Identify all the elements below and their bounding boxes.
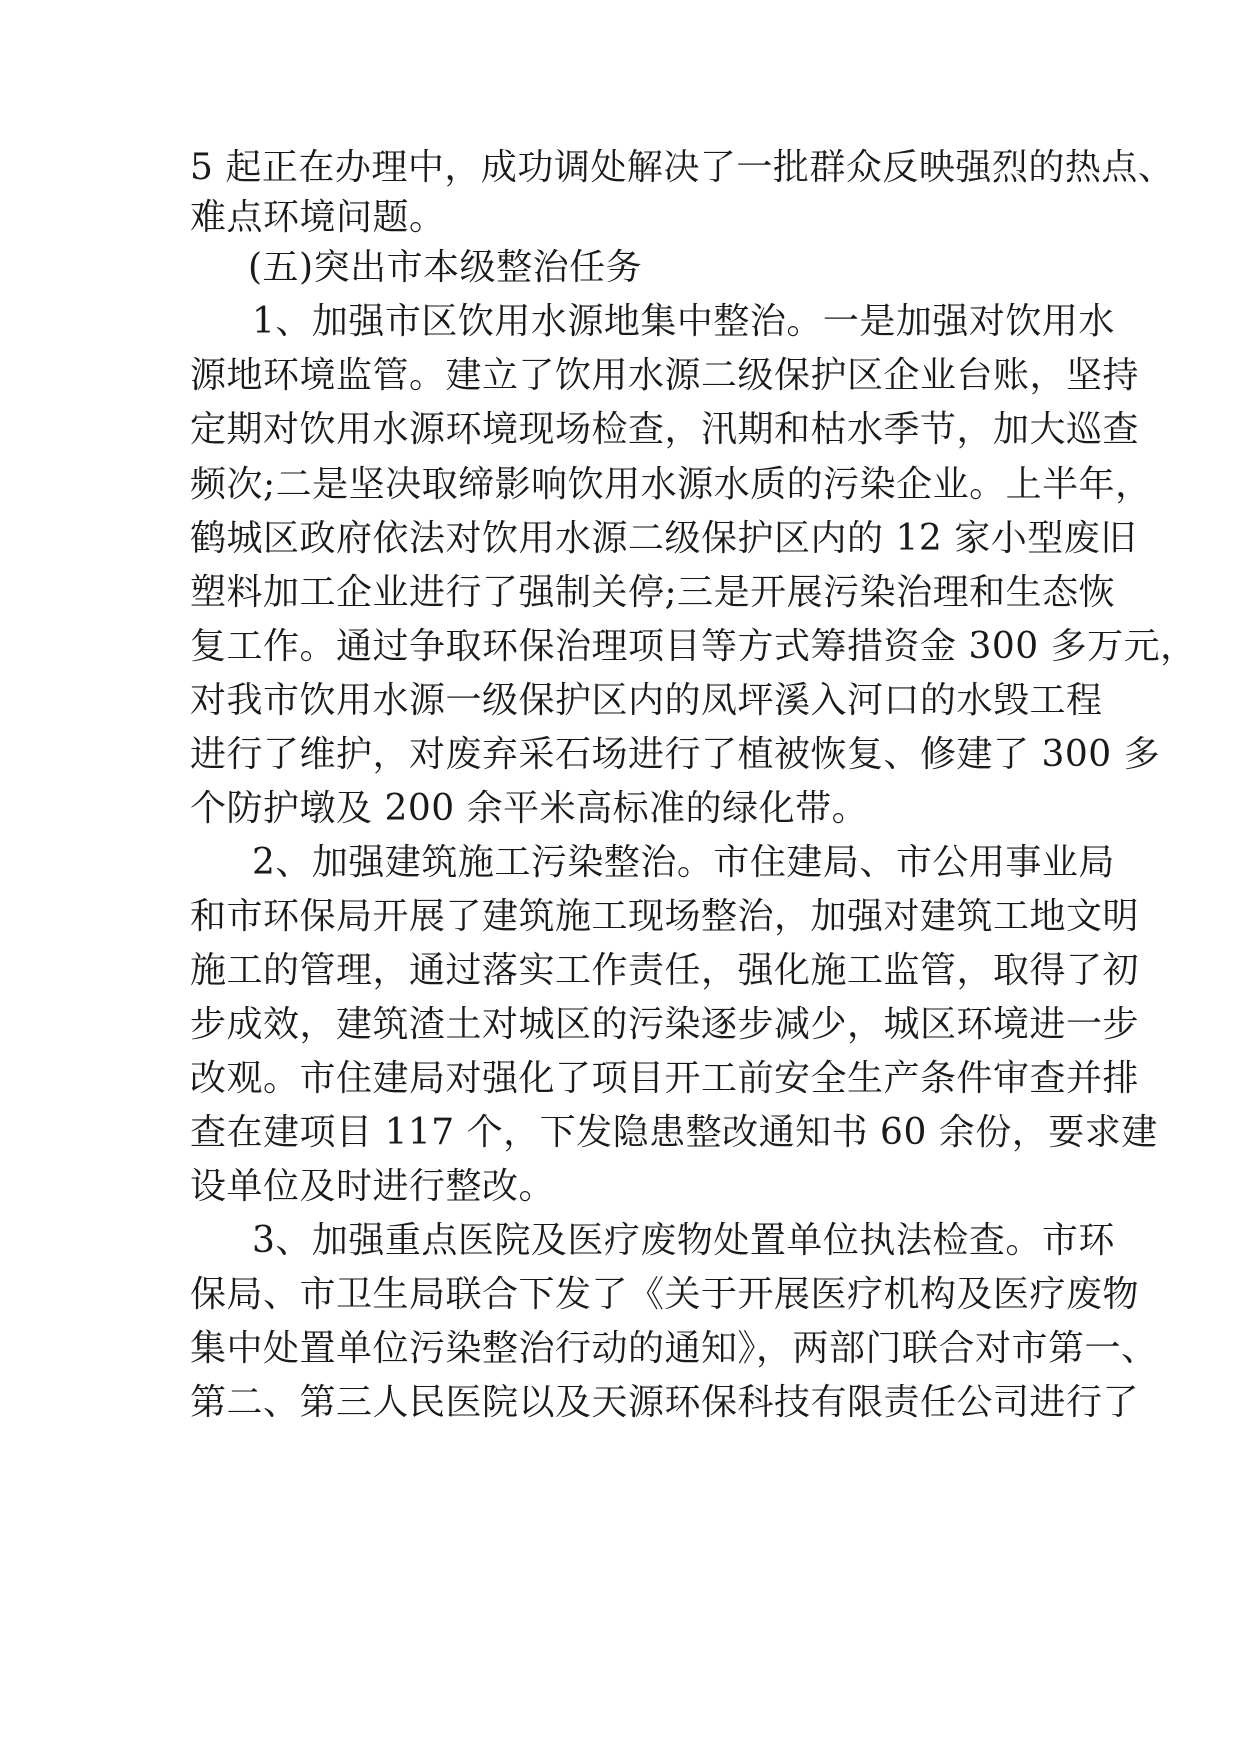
text-line-11: 对我市饮用水源一级保护区内的凤坪溪入河口的水毁工程 [190,680,1103,721]
text-line-16: 施工的管理，通过落实工作责任，强化施工监管，取得了初 [190,950,1140,991]
text-line-18: 改观。市住建局对强化了项目开工前安全生产条件审查并排 [190,1058,1140,1099]
text-line-1: 5 起正在办理中，成功调处解决了一批群众反映强烈的热点、 [190,147,1175,188]
text-line-23: 集中处置单位污染整治行动的通知》，两部门联合对市第一、 [190,1328,1158,1369]
text-line-24: 第二、第三人民医院以及天源环保科技有限责任公司进行了 [190,1382,1140,1423]
text-line-8: 鹤城区政府依法对饮用水源二级保护区内的 12 家小型废旧 [190,518,1137,559]
text-line-5: 源地环境监管。建立了饮用水源二级保护区企业台账，坚持 [190,355,1140,396]
text-line-6: 定期对饮用水源环境现场检查，汛期和枯水季节，加大巡查 [190,409,1140,450]
text-line-20: 设单位及时进行整改。 [190,1166,556,1207]
paragraph-2-first-line: 2、加强建筑施工污染整治。市住建局、市公用事业局 [252,842,1115,883]
text-line-10: 复工作。通过争取环保治理项目等方式筹措资金 300 多万元， [190,626,1197,667]
text-line-12: 进行了维护，对废弃采石场进行了植被恢复、修建了 300 多 [190,734,1161,775]
paragraph-3-first-line: 3、加强重点医院及医疗废物处置单位执法检查。市环 [252,1220,1115,1261]
text-line-2: 难点环境问题。 [190,197,446,238]
text-line-19: 查在建项目 117 个，下发隐患整改通知书 60 余份，要求建 [190,1112,1158,1153]
text-line-9: 塑料加工企业进行了强制关停;三是开展污染治理和生态恢 [190,572,1116,613]
text-line-7: 频次;二是坚决取缔影响饮用水源水质的污染企业。上半年， [190,464,1152,505]
text-line-13: 个防护墩及 200 余平米高标准的绿化带。 [190,788,869,829]
text-line-15: 和市环保局开展了建筑施工现场整治，加强对建筑工地文明 [190,896,1140,937]
paragraph-1-first-line: 1、加强市区饮用水源地集中整治。一是加强对饮用水 [252,301,1115,342]
section-heading: (五)突出市本级整治任务 [248,247,643,288]
text-line-17: 步成效，建筑渣土对城区的污染逐步减少，城区环境进一步 [190,1004,1140,1045]
text-line-22: 保局、市卫生局联合下发了《关于开展医疗机构及医疗废物 [190,1274,1140,1315]
